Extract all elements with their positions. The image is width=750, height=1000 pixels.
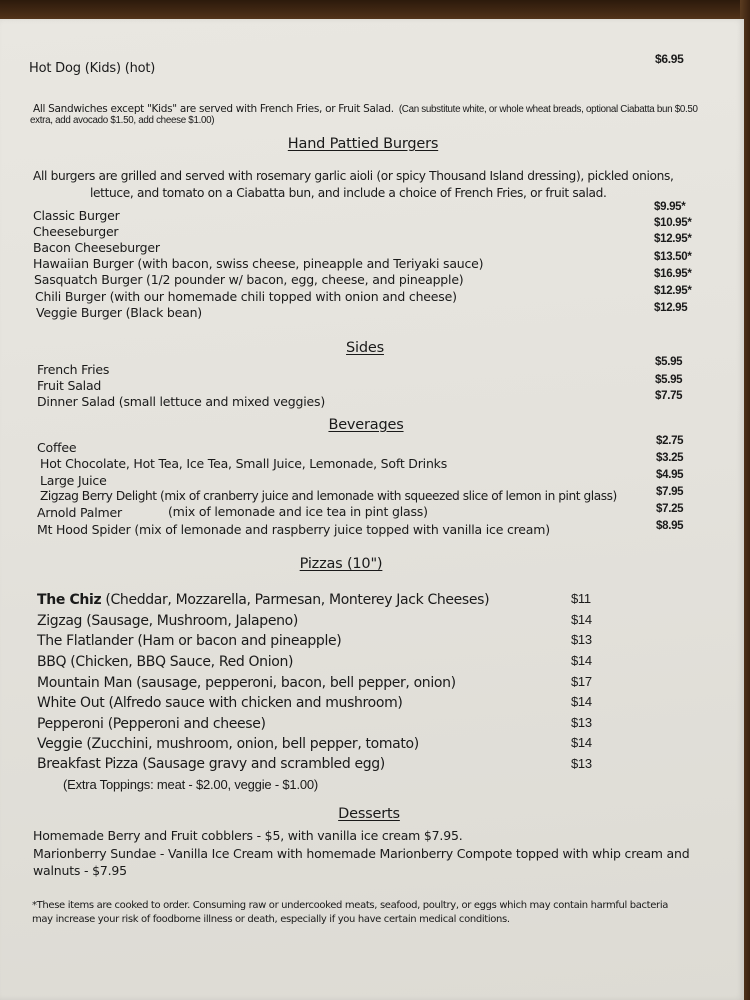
pizza-detail: (Alfredo sauce with chicken and mushroom) <box>108 695 403 711</box>
dessert-line: walnuts - $7.95 <box>33 863 127 878</box>
sandwich-note <box>33 97 698 116</box>
beverage-price: $4.95 <box>656 469 684 481</box>
pizza-price: $13 <box>571 715 592 730</box>
beverage-item: Coffee <box>37 440 77 455</box>
burger-price: $9.95* <box>654 201 686 213</box>
side-item: French Fries <box>37 362 110 377</box>
extra-toppings-note: (Extra Toppings: meat - $2.00, veggie - $1.00) <box>63 777 319 792</box>
dessert-line: Marionberry Sundae - Vanilla Ice Cream with homemade Marionberry Compote topped with whip cream and <box>33 846 690 861</box>
pizza-name: The Chiz <box>37 592 102 608</box>
pizza-detail: (sausage, pepperoni, bacon, bell pepper, onion) <box>136 675 456 691</box>
pizza-item <box>37 695 402 711</box>
pizza-item <box>37 613 298 629</box>
pizza-item <box>37 756 385 772</box>
pizza-detail: (Chicken, BBQ Sauce, Red Onion) <box>70 654 294 670</box>
pizza-price: $17 <box>571 674 592 689</box>
side-price: $7.75 <box>655 390 683 402</box>
pizza-name: Zigzag <box>37 613 83 629</box>
section-heading-pizzas: Pizzas (10") <box>299 556 383 572</box>
burger-item: Veggie Burger (Black bean) <box>36 305 202 320</box>
burger-price: $13.50* <box>654 251 692 263</box>
food-safety-disclaimer-line2: may increase your risk of foodborne illness or death, especially if you have certain medical conditions. <box>32 914 510 925</box>
pizza-item <box>37 633 341 649</box>
beverage-price: $3.25 <box>656 452 684 464</box>
side-item: Fruit Salad <box>37 378 102 393</box>
pizza-item <box>37 592 489 608</box>
pizza-price: $13 <box>571 632 592 647</box>
pizza-price: $14 <box>571 735 592 750</box>
side-item: Dinner Salad (small lettuce and mixed veggies) <box>37 394 326 409</box>
burger-price: $16.95* <box>654 268 692 280</box>
sandwich-note-main: All Sandwiches except "Kids" are served with French Fries, or Fruit Salad. <box>33 103 394 115</box>
burger-price: $12.95 <box>654 302 688 314</box>
burgers-description-line2: lettuce, and tomato on a Ciabatta bun, and include a choice of French Fries, or fruit salad. <box>90 186 607 200</box>
pizza-detail: (Sausage, Mushroom, Jalapeno) <box>86 613 298 629</box>
pizza-detail: (Ham or bacon and pineapple) <box>137 633 342 649</box>
burgers-description-line1: All burgers are grilled and served with rosemary garlic aioli (or spicy Thousand Island dressing), pickled onions, <box>33 169 674 183</box>
dessert-line: Homemade Berry and Fruit cobblers - $5, with vanilla ice cream $7.95. <box>33 828 463 843</box>
sandwich-note-small: (Can substitute white, or whole wheat breads, optional Ciabatta bun $0.50 <box>398 104 698 115</box>
burger-price: $12.95* <box>654 233 692 245</box>
burger-item: Hawaiian Burger (with bacon, swiss cheese, pineapple and Teriyaki sauce) <box>33 256 484 271</box>
beverage-price: $7.95 <box>656 486 684 498</box>
burger-price: $10.95* <box>654 217 692 229</box>
pizza-name: The Flatlander <box>37 633 134 649</box>
menu-item-hot-dog: Hot Dog (Kids) (hot) <box>29 61 156 76</box>
menu-item-price: $6.95 <box>655 52 684 66</box>
beverage-price: $7.25 <box>656 503 684 515</box>
beverage-item: Arnold Palmer <box>37 505 122 520</box>
pizza-price: $14 <box>571 653 592 668</box>
pizza-detail: (Pepperoni and cheese) <box>107 716 266 732</box>
side-price: $5.95 <box>655 356 683 368</box>
burger-item: Chili Burger (with our homemade chili topped with onion and cheese) <box>35 289 457 304</box>
beverage-item: Zigzag Berry Delight (mix of cranberry juice and lemonade with squeezed slice of lemon in pint glass) <box>40 489 617 503</box>
pizza-detail: (Sausage gravy and scrambled egg) <box>142 756 385 772</box>
pizza-name: Breakfast Pizza <box>37 756 139 772</box>
section-heading-burgers: Hand Pattied Burgers <box>287 136 439 152</box>
pizza-item <box>37 675 456 691</box>
pizza-price: $14 <box>571 612 592 627</box>
pizza-price: $13 <box>571 756 592 771</box>
beverage-item: Hot Chocolate, Hot Tea, Ice Tea, Small Juice, Lemonade, Soft Drinks <box>40 456 448 471</box>
section-heading-sides: Sides <box>346 340 384 356</box>
section-heading-beverages: Beverages <box>328 417 404 433</box>
pizza-name: Pepperoni <box>37 716 104 732</box>
pizza-item <box>37 716 266 732</box>
burger-item: Cheeseburger <box>33 224 119 239</box>
food-safety-disclaimer-line1: *These items are cooked to order. Consuming raw or undercooked meats, seafood, poultry, or eggs which may contain harmful bacteria <box>32 900 669 911</box>
beverage-item: Large Juice <box>40 473 107 488</box>
pizza-price: $11 <box>571 591 591 606</box>
burger-item: Sasquatch Burger (1/2 pounder w/ bacon, egg, cheese, and pineapple) <box>34 272 464 287</box>
sandwich-note-line2: extra, add avocado $1.50, add cheese $1.00) <box>30 115 215 126</box>
pizza-item <box>37 736 419 752</box>
pizza-name: Mountain Man <box>37 675 133 691</box>
pizza-detail: (Zucchini, mushroom, onion, bell pepper, tomato) <box>86 736 419 752</box>
pizza-name: Veggie <box>37 736 83 752</box>
pizza-name: White Out <box>37 695 105 711</box>
side-price: $5.95 <box>655 374 683 386</box>
pizza-price: $14 <box>571 694 592 709</box>
burger-price: $12.95* <box>654 285 692 297</box>
pizza-item <box>37 654 293 670</box>
menu-page <box>0 19 744 1000</box>
beverage-price: $2.75 <box>656 435 684 447</box>
burger-item: Bacon Cheeseburger <box>33 240 160 255</box>
burger-item: Classic Burger <box>33 208 120 223</box>
pizza-detail: (Cheddar, Mozzarella, Parmesan, Monterey Jack Cheeses) <box>105 592 490 608</box>
beverage-detail: (mix of lemonade and ice tea in pint glass) <box>168 504 428 519</box>
section-heading-desserts: Desserts <box>338 806 400 822</box>
pizza-name: BBQ <box>37 654 67 670</box>
beverage-price: $8.95 <box>656 520 684 532</box>
beverage-item: Mt Hood Spider (mix of lemonade and raspberry juice topped with vanilla ice cream) <box>37 522 550 537</box>
